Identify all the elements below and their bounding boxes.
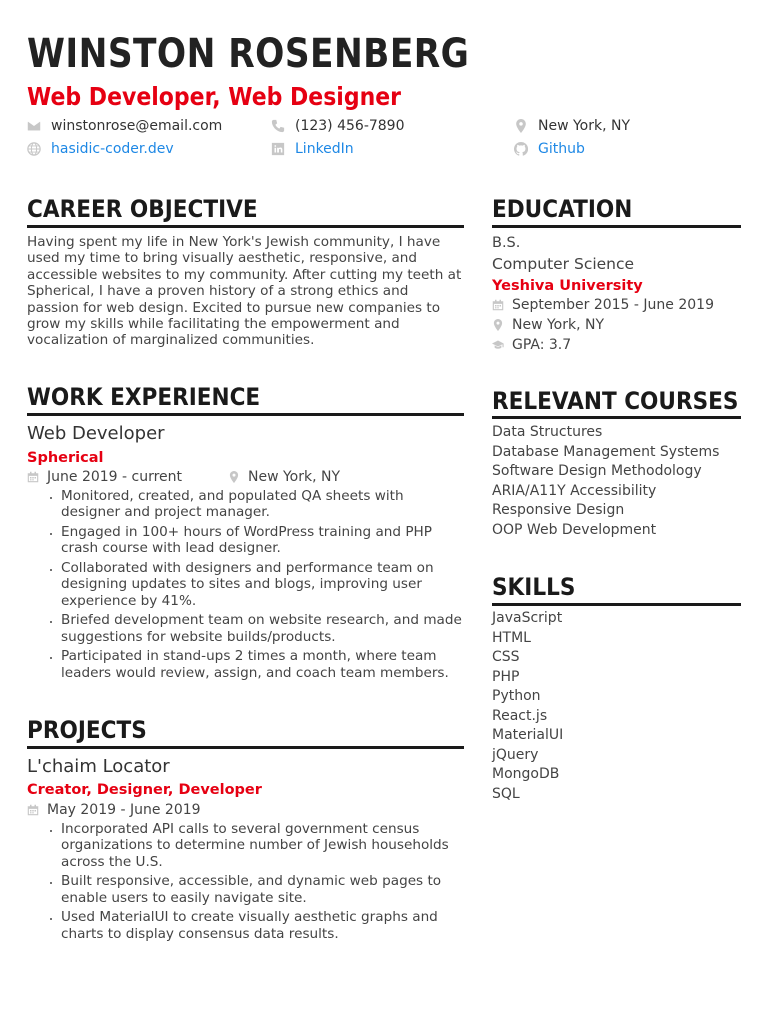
email-text[interactable]: winstonrose@email.com bbox=[51, 118, 223, 134]
calendar-icon bbox=[27, 471, 39, 483]
skills-divider bbox=[492, 603, 741, 606]
list-item: • Incorporated API calls to several government census organizations to determine number of Jewish households across the U.S. bbox=[61, 821, 464, 870]
list-item: Database Management Systems bbox=[492, 443, 720, 460]
list-item: ARIA/A11Y Accessibility bbox=[492, 482, 657, 499]
envelope-icon bbox=[27, 119, 41, 133]
job-location bbox=[228, 468, 340, 486]
list-item: • Engaged in 100+ hours of WordPress training and PHP crash course with lead designer. bbox=[61, 524, 464, 557]
education-location-text: New York, NY bbox=[512, 317, 605, 333]
calendar-icon bbox=[492, 299, 504, 311]
project-bullets bbox=[41, 821, 464, 945]
list-item: MongoDB bbox=[492, 766, 560, 782]
contact-website[interactable] bbox=[27, 140, 174, 158]
education-gpa-text: GPA: 3.7 bbox=[512, 337, 572, 353]
skills-list bbox=[492, 609, 741, 804]
relevant-courses-heading: RELEVANT COURSES bbox=[492, 387, 739, 415]
education-gpa bbox=[492, 336, 571, 354]
list-item: SQL bbox=[492, 785, 520, 802]
list-item: React.js bbox=[492, 707, 548, 724]
linkedin-icon bbox=[271, 142, 285, 156]
website-link[interactable]: hasidic-coder.dev bbox=[51, 141, 174, 157]
relevant-courses-divider bbox=[492, 416, 741, 419]
list-item: • Built responsive, accessible, and dynamic web pages to enable users to easily navigate site. bbox=[61, 873, 464, 906]
job-bullets bbox=[41, 488, 464, 684]
education-dates bbox=[492, 296, 714, 314]
calendar-icon bbox=[27, 804, 39, 816]
linkedin-link[interactable]: LinkedIn bbox=[295, 141, 354, 157]
job-dates-text: June 2019 - current bbox=[47, 469, 183, 485]
list-item: • Participated in stand-ups 2 times a month, where team leaders would review, assign, and coach team members. bbox=[61, 648, 464, 681]
job-position: Web Developer bbox=[27, 423, 165, 444]
list-item: • Monitored, created, and populated QA sheets with designer and project manager. bbox=[61, 488, 464, 521]
work-experience-divider bbox=[27, 413, 464, 416]
education-location bbox=[492, 316, 604, 334]
work-experience-heading: WORK EXPERIENCE bbox=[27, 383, 261, 411]
career-objective-divider bbox=[27, 225, 464, 228]
github-link[interactable]: Github bbox=[538, 141, 585, 157]
career-objective-heading: CAREER OBJECTIVE bbox=[27, 195, 258, 223]
list-item: jQuery bbox=[492, 746, 539, 763]
job-dates bbox=[27, 468, 182, 486]
education-degree: B.S. bbox=[492, 235, 521, 251]
job-company: Spherical bbox=[27, 450, 104, 466]
education-dates-text: September 2015 - June 2019 bbox=[512, 297, 714, 313]
github-icon bbox=[514, 142, 528, 156]
list-item: Responsive Design bbox=[492, 502, 625, 518]
project-dates-text: May 2019 - June 2019 bbox=[47, 802, 201, 818]
contact-email[interactable] bbox=[27, 117, 222, 135]
list-item: PHP bbox=[492, 668, 520, 685]
education-field: Computer Science bbox=[492, 255, 635, 273]
project-name: L'chaim Locator bbox=[27, 756, 170, 777]
list-item: Python bbox=[492, 688, 541, 704]
map-pin-icon bbox=[228, 471, 240, 483]
education-heading: EDUCATION bbox=[492, 195, 633, 223]
list-item: HTML bbox=[492, 629, 531, 646]
courses-list bbox=[492, 423, 741, 540]
list-item: • Collaborated with designers and performance team on designing updates to sites and blogs, improving user experience by 41%. bbox=[61, 560, 464, 609]
map-pin-icon bbox=[514, 119, 528, 133]
list-item: Software Design Methodology bbox=[492, 463, 702, 479]
phone-icon bbox=[271, 119, 285, 133]
education-school: Yeshiva University bbox=[492, 278, 643, 294]
list-item: OOP Web Development bbox=[492, 521, 657, 538]
list-item: • Briefed development team on website research, and made suggestions for website builds/products. bbox=[61, 612, 464, 645]
skills-heading: SKILLS bbox=[492, 573, 576, 601]
globe-icon bbox=[27, 142, 41, 156]
graduation-cap-icon bbox=[492, 339, 504, 351]
phone-text: (123) 456-7890 bbox=[295, 118, 405, 134]
contact-linkedin[interactable] bbox=[271, 140, 354, 158]
job-location-text: New York, NY bbox=[248, 469, 341, 485]
contact-location bbox=[514, 117, 630, 135]
projects-heading: PROJECTS bbox=[27, 716, 147, 744]
list-item: CSS bbox=[492, 649, 520, 665]
list-item: JavaScript bbox=[492, 610, 563, 626]
contact-phone[interactable] bbox=[271, 117, 405, 135]
education-divider bbox=[492, 225, 741, 228]
candidate-role: Web Developer, Web Designer bbox=[27, 82, 402, 111]
list-item: MaterialUI bbox=[492, 727, 564, 743]
project-roles: Creator, Designer, Developer bbox=[27, 782, 262, 798]
list-item: • Used MaterialUI to create visually aesthetic graphs and charts to display consensus data results. bbox=[61, 909, 464, 942]
candidate-name: WINSTON ROSENBERG bbox=[27, 31, 470, 77]
contact-github[interactable] bbox=[514, 140, 585, 158]
career-objective-text: Having spent my life in New York's Jewish community, I have used my time to bring visually aesthetic, responsive, and accessible websites to my community. After cutting my teeth at Spherical, I have a proven history of a strong ethics and passion for web design. Excited to pursue new companies to grow my skills while facilitating the empowerment and vocalization of marginalized communities. bbox=[27, 234, 462, 349]
list-item: Data Structures bbox=[492, 424, 603, 440]
map-pin-icon bbox=[492, 319, 504, 331]
project-dates bbox=[27, 801, 201, 819]
location-text: New York, NY bbox=[538, 118, 631, 134]
projects-divider bbox=[27, 746, 464, 749]
